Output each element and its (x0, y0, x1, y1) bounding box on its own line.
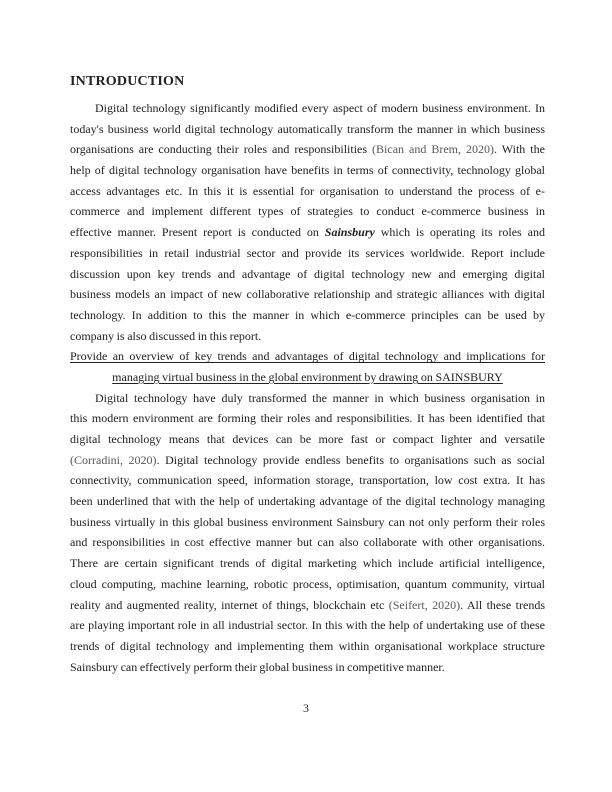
text-run: Sainsbury can effectively perform their global business in competitive manner. (70, 659, 445, 674)
paragraph-line (70, 119, 545, 140)
text-run: Digital technology significantly modified every aspect of modern business environment. In (95, 101, 545, 115)
text-run: been underlined that with the help of undertaking advantage of the digital technology managing (70, 494, 545, 509)
paragraph-line (70, 450, 545, 471)
page-number: 3 (303, 701, 309, 715)
text-run: managing virtual business in the global environment by drawing on SAINSBURY (112, 369, 503, 384)
paragraph-line (70, 574, 545, 595)
text-run: technology. In addition to this the manner in which e-commerce principles can be used by (70, 307, 545, 322)
text-run: digital technology means that devices can be more fast or compact lighter and versatile (70, 432, 545, 446)
text-run: There are certain significant trends of digital marketing which include artificial intelligence, (70, 556, 545, 571)
paragraph-line (70, 201, 545, 222)
text-run: . With the (494, 142, 545, 157)
paragraph-line (70, 264, 545, 285)
text-run: connectivity, communication speed, information storage, transportation, low cost extra. It has (70, 473, 545, 488)
citation: (Corradini, 2020) (70, 452, 157, 467)
text-run: effective manner. Present report is conducted on (70, 225, 325, 240)
text-run: company is also discussed in this report. (70, 328, 262, 343)
paragraph-line (70, 160, 545, 181)
text-run: which is operating its roles and (374, 225, 545, 240)
paragraph-line (70, 222, 545, 243)
text-run: reality and augmented reality, internet of things, blockchain etc (70, 597, 389, 612)
section-title: INTRODUCTION (70, 74, 185, 89)
citation: (Seifert, 2020) (388, 597, 461, 612)
text-run: today's business world digital technology automatically transform the manner in which business (70, 121, 545, 136)
intro-paragraph (70, 98, 545, 346)
text-run: organisations are conducting their roles and responsibilities (70, 142, 373, 157)
paragraph-line (70, 470, 545, 491)
section-heading (70, 346, 545, 387)
paragraph-line (70, 657, 545, 678)
document-content (70, 74, 545, 677)
text-run: access advantages etc. In this it is essential for organisation to understand the process of e- (70, 183, 545, 198)
paragraph-line (70, 615, 545, 636)
body-paragraph (70, 388, 545, 678)
paragraph-line (70, 491, 545, 512)
text-run: business models an impact of new collaborative relationship and strategic alliances with digital (70, 287, 545, 302)
text-run: help of digital technology organisation have benefits in terms of connectivity, technology global (70, 163, 545, 178)
paragraph-line (70, 326, 545, 347)
paragraph-line (70, 139, 545, 160)
paragraph-line (70, 305, 545, 326)
paragraph-line (70, 636, 545, 657)
paragraph-line (70, 532, 545, 553)
company-name-emphasis: Sainsbury (324, 225, 375, 240)
text-run: cloud computing, machine learning, robotic process, optimisation, quantum community, virtual (70, 576, 545, 591)
text-run: this modern environment are forming their roles and responsibilities. It has been identified that (70, 411, 545, 426)
paragraph-line (70, 388, 545, 409)
paragraph-line (70, 284, 545, 305)
paragraph-line (70, 408, 545, 429)
citation: (Bican and Brem, 2020) (372, 142, 495, 157)
text-run: business virtually in this global business environment Sainsbury can not only perform their roles (70, 514, 545, 529)
paragraph-line (70, 181, 545, 202)
paragraph-line (70, 553, 545, 574)
paragraph-line (70, 595, 545, 616)
heading-line (70, 346, 545, 367)
text-run: commerce and implement different types of strategies to conduct e-commerce business in (70, 204, 545, 219)
paragraph-line (70, 429, 545, 450)
text-run: Provide an overview of key trends and advantages of digital technology and implications for (70, 349, 545, 364)
text-run: responsibilities in retail industrial sector and provide its services worldwide. Report include (70, 245, 545, 260)
text-run: . Digital technology provide endless benefits to organisations such as social (156, 452, 545, 467)
text-run: discussion upon key trends and advantage of digital technology new and emerging digital (70, 266, 545, 281)
text-run: trends of digital technology and implementing them within organisational workplace structure (70, 638, 545, 653)
text-run: are playing important role in all industrial sector. In this with the help of undertaking use of these (70, 618, 545, 633)
paragraph-line (70, 98, 545, 119)
text-run: and responsibilities in cost effective manner but can also collaborate with other organisations. (70, 535, 545, 550)
paragraph-line (70, 243, 545, 264)
heading-line (70, 367, 545, 388)
text-run: . All these trends (460, 597, 545, 612)
paragraph-line (70, 512, 545, 533)
text-run: Digital technology have duly transformed the manner in which business organisation in (95, 390, 545, 405)
